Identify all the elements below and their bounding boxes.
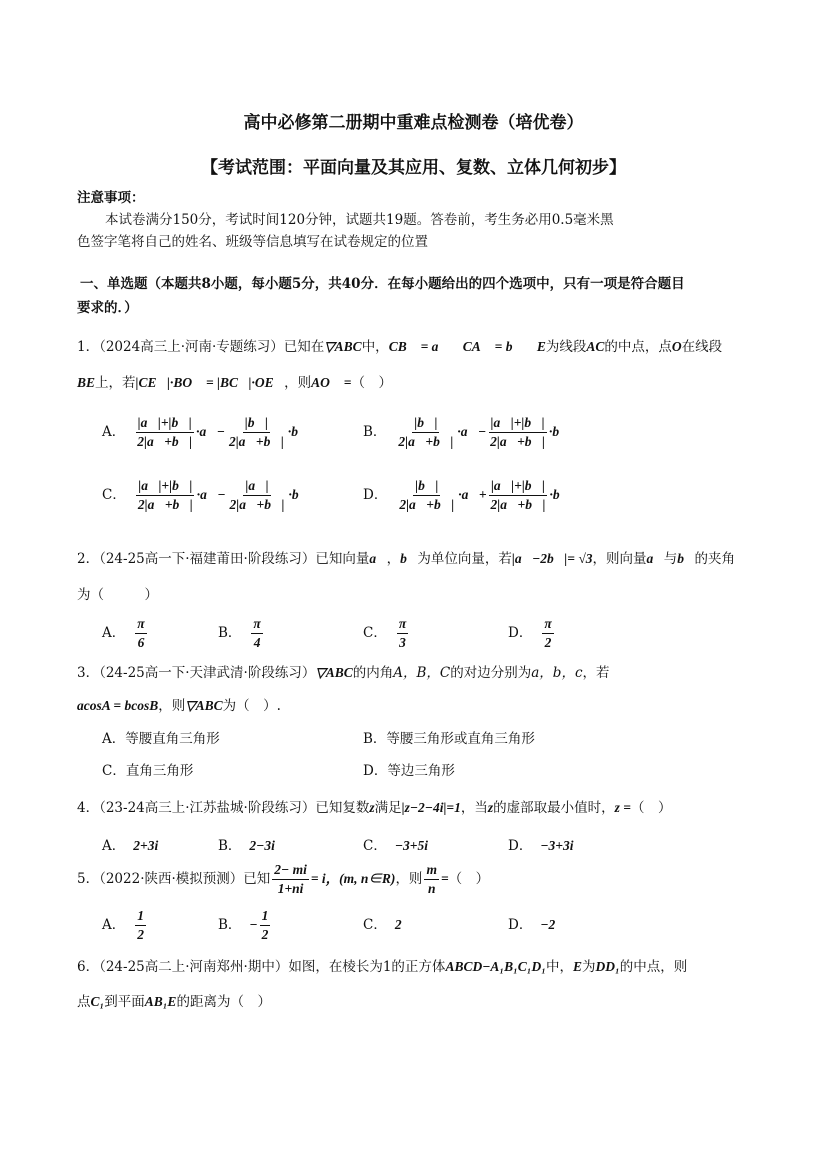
denominator: 2|a⃗+b⃗|: [399, 497, 455, 512]
q4-text: 的虚部取最小值时，: [493, 800, 615, 816]
exam-scope: 【考试范围：平面向量及其应用、复数、立体几何初步】: [201, 158, 626, 178]
exam-title: 高中必修第二册期中重难点检测卷（培优卷）: [243, 113, 584, 133]
option-label: B．: [218, 917, 242, 933]
option-label: A．: [102, 625, 126, 641]
q3-sides: a，b，c: [531, 665, 583, 681]
q6-text: 的中点，则: [619, 959, 688, 975]
q1-point-e: E: [536, 339, 546, 354]
numerator: |b⃗|: [413, 478, 440, 496]
q4-option-c[interactable]: [363, 834, 428, 854]
q1-text: 中，: [361, 339, 389, 355]
fraction: [135, 908, 146, 943]
q6-plane: AB₁E: [144, 994, 177, 1009]
q3-option-d[interactable]: D．等边三角形: [363, 763, 455, 779]
denominator: 2|a⃗+b⃗|: [490, 434, 546, 449]
q1-text: 1．（2024高三上·河南·专题练习）已知在: [77, 339, 325, 355]
q4-text: 满足: [374, 800, 402, 816]
q3-condition: acosA = bcosB: [77, 698, 159, 713]
numerator: π: [251, 616, 262, 634]
q2-text: 的夹角: [694, 551, 736, 567]
numerator: π: [135, 616, 146, 634]
q1-segment-be: BE: [77, 375, 96, 390]
option-label: B．: [218, 625, 242, 641]
fraction: [136, 478, 195, 513]
denominator: 2|a⃗+b⃗|: [398, 434, 454, 449]
denominator: 2: [261, 927, 269, 942]
denominator: n: [427, 881, 436, 896]
vector-term: ·b⃗: [549, 487, 571, 502]
fraction: [228, 478, 287, 513]
numerator: 1: [260, 908, 271, 926]
q6-text: 点: [77, 994, 91, 1010]
question-4-line-1: [77, 796, 671, 816]
numerator: |b⃗|: [243, 415, 270, 433]
q4-option-d[interactable]: [508, 834, 573, 854]
q2-vec-a: a⃗: [646, 551, 664, 566]
numerator: m: [424, 862, 439, 880]
option-label: C．: [363, 838, 387, 854]
q3-text: ，若: [582, 665, 610, 681]
denominator: 2|a⃗+b⃗|: [137, 434, 193, 449]
denominator: 2|a⃗+b⃗|: [228, 434, 284, 449]
q1-target: AO⃗ =: [311, 375, 352, 390]
vector-term: ·b⃗: [288, 487, 310, 502]
notice-line-2: 色签字笔将自己的姓名、班级等信息填写在试卷规定的位置: [77, 234, 428, 250]
q2-text: 为单位向量，若: [417, 551, 512, 567]
fraction: [488, 415, 547, 450]
q2-text: ，则向量: [592, 551, 647, 567]
q2-condition: |a⃗−2b⃗|= √3: [511, 551, 593, 566]
q6-text: 为: [582, 959, 596, 975]
denominator: 2|a⃗+b⃗|: [229, 497, 285, 512]
option-label: A．: [102, 424, 126, 440]
q4-condition: |z−2−4i|=1: [401, 800, 461, 815]
q3-text: ，则: [158, 698, 186, 714]
q5-ratio: [424, 862, 439, 897]
q1-point-o: O: [671, 339, 682, 354]
question-6-line-1: [77, 955, 687, 975]
option-label: D．: [508, 838, 533, 854]
q6-text: 到平面: [104, 994, 145, 1010]
option-value: 2+3i: [133, 838, 159, 853]
fraction: [542, 616, 553, 651]
q1-text: ，则: [284, 375, 312, 391]
q2-text: 2．（24-25高一下·福建莆田·阶段练习）已知向量: [77, 551, 370, 567]
denominator: 1+ni: [277, 881, 304, 896]
q2-text: ，: [386, 551, 401, 567]
q3-triangle: ▽ABC: [315, 665, 353, 680]
q5-option-b[interactable]: [218, 908, 272, 943]
question-5-line-1: [77, 862, 489, 897]
q1-condition: |CE⃗|·BO⃗ = |BC⃗|·OE⃗: [135, 375, 285, 390]
q1-option-d[interactable]: [363, 478, 570, 513]
option-label: C．: [102, 487, 126, 503]
q3-option-a[interactable]: A．等腰直角三角形: [102, 731, 220, 747]
q5-text: ，则: [395, 871, 423, 887]
q3-triangle: ▽ABC: [185, 698, 223, 713]
fraction: [396, 415, 455, 450]
option-value: −3+3i: [540, 838, 574, 853]
question-2-line-1: [77, 547, 735, 567]
option-label: A．: [102, 917, 126, 933]
q5-option-a[interactable]: [102, 908, 148, 943]
q1-text: 在线段: [681, 339, 723, 355]
vector-term: ·a⃗−: [196, 487, 226, 502]
q1-answer-blank: （ ）: [351, 375, 392, 391]
fraction: [251, 616, 262, 651]
q1-segment-ac: AC: [586, 339, 605, 354]
q4-answer-blank: （ ）: [630, 800, 672, 816]
question-2-line-2: 为（ ）: [77, 587, 158, 603]
q3-option-c[interactable]: C．直角三角形: [102, 763, 194, 779]
q6-text: 6．（24-25高二上·河南郑州·期中）如图，在棱长为1的正方体: [77, 959, 446, 975]
notice-line-1: 本试卷满分150分，考试时间120分钟，试题共19题。答卷前，考生务必用0.5毫米黑: [105, 212, 614, 228]
q4-target: z =: [614, 800, 631, 815]
option-label: D．: [508, 625, 533, 641]
q5-answer-blank: （ ）: [448, 871, 490, 887]
numerator: |a⃗|: [243, 478, 270, 496]
numerator: |b⃗|: [412, 415, 439, 433]
numerator: |a⃗|+|b⃗|: [489, 415, 547, 433]
fraction: [135, 616, 146, 651]
notice-label: 注意事项：: [77, 190, 145, 206]
q4-text: ，当: [460, 800, 488, 816]
q2-vec-b: b⃗: [400, 551, 418, 566]
option-label: D．: [508, 917, 533, 933]
q3-option-b[interactable]: B．等腰三角形或直角三角形: [363, 731, 535, 747]
q4-z: z: [487, 800, 494, 815]
question-1-line-2: [77, 371, 392, 391]
q3-text: 的对边分别为: [450, 665, 532, 681]
q2-option-c[interactable]: [363, 616, 410, 651]
option-value: −2: [540, 917, 556, 932]
option-label: C．: [363, 625, 387, 641]
option-label: A．: [102, 838, 126, 854]
q4-text: 4．（23-24高三上·江苏盐城·阶段练习）已知复数: [77, 800, 370, 816]
q1-vector-defs: CB⃗ = a⃗ ，CA⃗ = b⃗ ，: [388, 339, 537, 354]
numerator: π: [397, 616, 408, 634]
option-label: C．: [363, 917, 387, 933]
q6-edge: DD₁: [595, 959, 620, 974]
numerator: 2− mi: [272, 862, 309, 880]
numerator: |a⃗|+|b⃗|: [136, 415, 194, 433]
option-value: 2−3i: [249, 838, 275, 853]
q6-point-c1: C₁: [90, 994, 105, 1009]
question-1-line-1: [77, 335, 722, 355]
section-heading-line-1: 一、单选题（本题共8小题，每小题5分，共40分．在每小题给出的四个选项中，只有一项是符合题目: [80, 276, 685, 292]
q2-text: 与: [663, 551, 678, 567]
q6-cube: ABCD−A₁B₁C₁D₁: [445, 959, 546, 974]
numerator: |a⃗|+|b⃗|: [136, 478, 194, 496]
q2-vec-b: b⃗: [677, 551, 695, 566]
q1-option-b[interactable]: [363, 415, 570, 450]
denominator: 2|a⃗+b⃗|: [137, 497, 193, 512]
q3-angles: A，B，C: [393, 665, 451, 681]
vector-term: ·b⃗: [287, 424, 309, 439]
q1-triangle: ▽ABC: [324, 339, 362, 354]
q2-vec-a: a⃗: [369, 551, 387, 566]
q4-option-b[interactable]: [218, 834, 275, 854]
denominator: 2: [137, 927, 144, 942]
option-value: 2: [394, 917, 402, 932]
q5-text: 5．（2022·陕西·模拟预测）已知: [77, 871, 271, 887]
option-label: D．: [363, 487, 388, 503]
q5-fraction: [272, 862, 309, 897]
fraction: [227, 415, 286, 450]
option-label: B．: [218, 838, 242, 854]
q5-option-c[interactable]: [363, 908, 402, 942]
minus-sign: −: [249, 917, 258, 932]
q4-z: z: [369, 800, 375, 815]
q6-text: 中，: [545, 959, 573, 975]
fraction: [489, 478, 548, 513]
section-heading-line-2: 要求的．）: [77, 300, 138, 316]
fraction: [397, 616, 408, 651]
q5-equals: =: [440, 871, 449, 886]
vector-term: ·a⃗−: [196, 424, 225, 439]
numerator: π: [542, 616, 553, 634]
vector-term: ·b⃗: [549, 424, 570, 439]
numerator: |a⃗|+|b⃗|: [489, 478, 547, 496]
denominator: 4: [253, 635, 261, 650]
q1-text: 的中点，点: [604, 339, 672, 355]
denominator: 3: [399, 635, 406, 650]
vector-term: ·a⃗−: [457, 424, 487, 439]
q1-option-a[interactable]: [102, 415, 308, 450]
q2-option-b[interactable]: [218, 616, 265, 651]
q5-equals-i: = i: [310, 871, 326, 886]
question-3-line-2: [77, 694, 281, 714]
q5-option-d[interactable]: [508, 908, 555, 942]
numerator: 1: [135, 908, 146, 926]
q2-option-d[interactable]: [508, 616, 556, 651]
q3-text: 为（ ）.: [222, 698, 281, 714]
q2-option-a[interactable]: [102, 616, 149, 651]
denominator: 6: [137, 635, 145, 650]
fraction: [260, 908, 271, 943]
question-6-line-2: [77, 990, 271, 1010]
option-value: −3+5i: [394, 838, 428, 853]
q1-option-c[interactable]: [102, 478, 309, 513]
q1-text: 上，若: [95, 375, 136, 391]
q3-text: 的内角: [352, 665, 394, 681]
denominator: 2: [544, 635, 552, 650]
q4-option-a[interactable]: [102, 834, 158, 854]
fraction: [135, 415, 194, 450]
question-3-line-1: [77, 661, 610, 681]
vector-term: ·a⃗+: [458, 487, 487, 502]
fraction: [397, 478, 456, 513]
q5-domain: ，(m, n∈R): [325, 871, 396, 886]
q1-text: 为线段: [545, 339, 587, 355]
q6-text: 的距离为（ ）: [176, 994, 271, 1010]
q6-point-e: E: [572, 959, 582, 974]
option-label: B．: [363, 424, 387, 440]
denominator: 2|a⃗+b⃗|: [490, 497, 546, 512]
q3-text: 3．（24-25高一下·天津武清·阶段练习）: [77, 665, 316, 681]
